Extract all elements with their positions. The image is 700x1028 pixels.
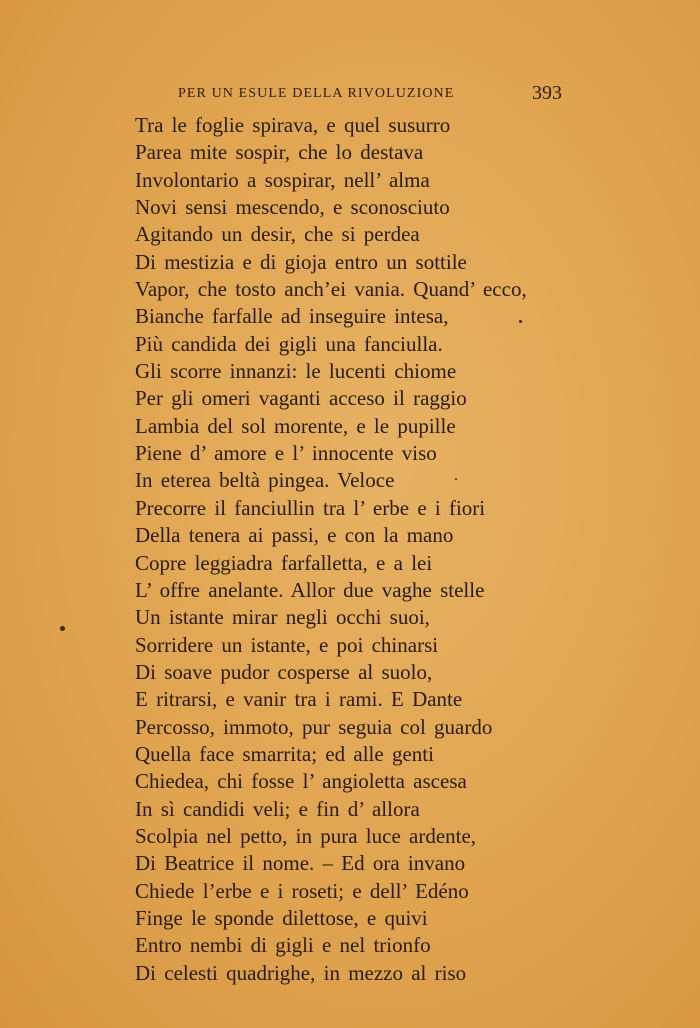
ink-speck — [519, 320, 522, 323]
poem-line: Chiede l’erbe e i roseti; e dell’ Edéno — [135, 878, 469, 903]
page-number: 393 — [532, 82, 562, 104]
poem-line: Della tenera ai passi, e con la mano — [135, 523, 454, 548]
poem-line: Piene d’ amore e l’ innocente viso — [135, 441, 437, 466]
running-title: PER UN ESULE DELLA RIVOLUZIONE — [178, 86, 455, 101]
poem-line: Vapor, che tosto anch’ei vania. Quand’ ecco, — [135, 277, 527, 302]
ink-speck — [455, 478, 457, 480]
poem-line: Di mestizia e di gioja entro un sottile — [135, 249, 467, 274]
poem-line: Quella face smarrita; ed alle genti — [135, 741, 434, 766]
poem-line: Gli scorre innanzi: le lucenti chiome — [135, 359, 457, 384]
ink-speck — [60, 626, 65, 631]
poem-line: Lambia del sol morente, e le pupille — [135, 413, 456, 438]
poem-line: Bianche farfalle ad inseguire intesa, — [135, 304, 449, 329]
poem-line: L’ offre anelante. Allor due vaghe stelle — [135, 577, 485, 602]
poem-line: Per gli omeri vaganti acceso il raggio — [135, 386, 467, 411]
poem-line: Di Beatrice il nome. – Ed ora invano — [135, 851, 466, 876]
poem-line: Chiedea, chi fosse l’ angioletta ascesa — [135, 769, 467, 794]
poem-line: Novi sensi mescendo, e sconosciuto — [135, 195, 450, 220]
poem-line: Parea mite sospir, che lo destava — [135, 140, 424, 165]
poem-text — [135, 112, 655, 987]
poem-line: Precorre il fanciullin tra l’ erbe e i fiori — [135, 495, 486, 520]
poem-line: Sorridere un istante, e poi chinarsi — [135, 632, 439, 657]
poem-line: Entro nembi di gigli e nel trionfo — [135, 933, 431, 958]
poem-line: Di celesti quadrighe, in mezzo al riso — [135, 960, 467, 985]
poem-line: Copre leggiadra farfalletta, e a lei — [135, 550, 433, 575]
poem-line: Scolpia nel petto, in pura luce ardente, — [135, 823, 477, 848]
poem-line: Un istante mirar negli occhi suoi, — [135, 605, 430, 630]
poem-line: Finge le sponde dilettose, e quivi — [135, 905, 428, 930]
poem-line: In sì candidi veli; e fin d’ allora — [135, 796, 420, 821]
poem-line: Agitando un desir, che si perdea — [135, 222, 420, 247]
poem-line: Tra le foglie spirava, e quel susurro — [135, 113, 451, 137]
poem-line: Percosso, immoto, pur seguia col guardo — [135, 714, 493, 739]
poem-line: Più candida dei gigli una fanciulla. — [135, 331, 443, 356]
poem-line: In eterea beltà pingea. Veloce — [135, 468, 395, 493]
poem-line: Di soave pudor cosperse al suolo, — [135, 659, 433, 684]
poem-line: Involontario a sospirar, nell’ alma — [135, 167, 430, 192]
page-header — [0, 82, 700, 106]
poem-line: E ritrarsi, e vanir tra i rami. E Dante — [135, 687, 463, 712]
